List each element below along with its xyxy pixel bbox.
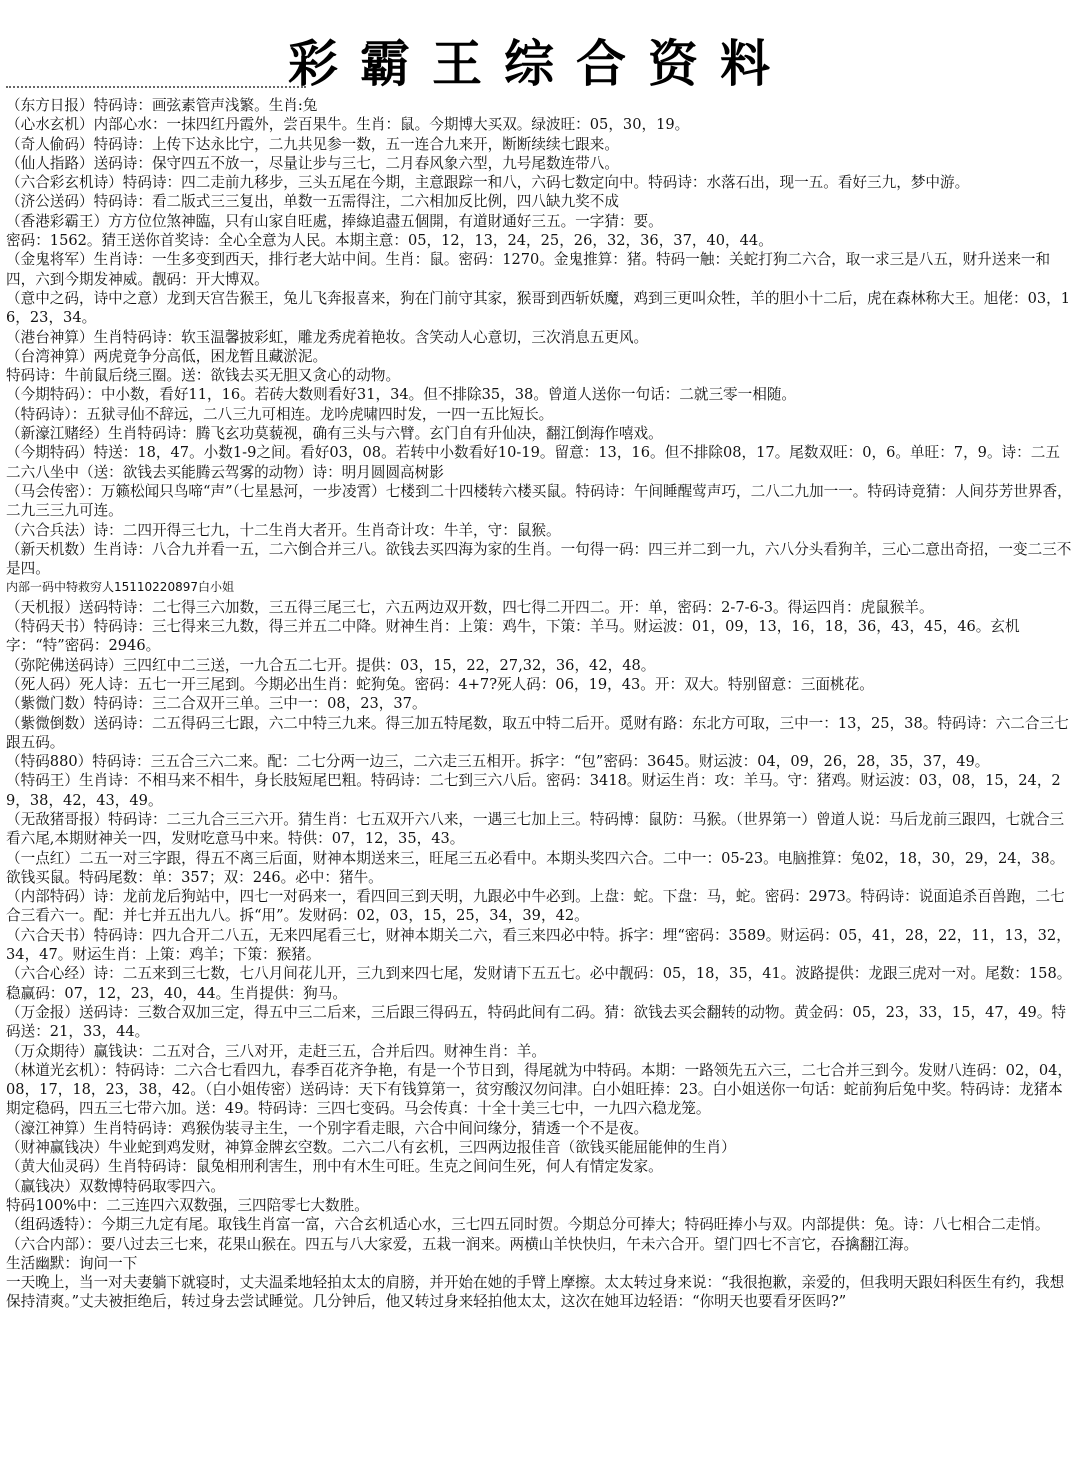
- text-paragraph: （今期特码）：中小数，看好11，16。若砖大数则看好31，34。但不排除35，38。曾道人送你一句话：二就三零一相随。: [6, 386, 797, 404]
- text-paragraph: （弥陀佛送码诗）三四红中二三送，一九合五二七开。提供：03，15，22，27,32，36，42，48。: [6, 656, 656, 674]
- text-paragraph: （万众期待）赢钱诀：二五对合，三八对开，走赶三五，合并后四。财神生肖：羊。: [6, 1042, 546, 1060]
- text-paragraph: （死人码）死人诗：五七一开三尾到。今期必出生肖：蛇狗兔。密码：4+7?死人码：06，19，43。开：双大。特别留意：三面桃花。: [6, 675, 874, 693]
- text-paragraph: （紫微倒数）送码诗：二五得码三七跟，六二中特三九来。得三加五特尾数，取五中特二后开。觅财有路：东北方可取，三中一：13，25，38。特码诗：六二合三七跟五码。: [6, 714, 1069, 751]
- text-paragraph: （天机报）送码特诗：二七得三六加数，三五得三尾三七，六五两边双开数，四七得二开四二。开：单，密码：2-7-6-3。得运四肖：虎鼠猴羊。: [6, 598, 934, 616]
- text-paragraph: （六合内部）：要八过去三七来，花果山猴在。四五与八大家爱，五栽一润来。两横山羊快快归，午未六合开。望门四七不言它，吞擒翻江海。: [6, 1235, 919, 1253]
- text-paragraph: （赢钱决）双数博特码取零四六。: [6, 1177, 225, 1195]
- text-paragraph: （林道光玄机）：特码诗：二六合七看四九，春季百花齐争艳，有是一个节日到，得尾就为中特码。本期：一路领先五六三，二七合并三到今。发财八连码：02，04，08，17，18，23，38，42。（白小姐传密）送码诗：天下有钱算第一，贫穷酸汉勿问津。白小姐旺捧：23。白小姐送你一句话：蛇前狗后兔中奖。特码诗：龙猪本期定稳码，四五三七带六加。送：49。特码诗：三四七变码。马会传真：十全十美三七中，一九四六稳龙笼。: [6, 1061, 1073, 1118]
- text-paragraph: （一点红）二五一对三字跟，得五不离三后面，财神本期送来三，旺尾三五必看中。本期头奖四六合。二中一：05-23。电脑推算：兔02，18，30，29，24，38。欲钱买鼠。特码尾数：单：357；双：246。必中：猪牛。: [6, 849, 1065, 886]
- page-title: 彩霸王综合资料: [288, 35, 792, 93]
- text-paragraph: （六合心经）诗：二五来到三七数，七八月间花儿开，三九到来四七尾，发财请下五五七。必中靓码：05，18，35，41。波路提供：龙跟三虎对一对。尾数：158。稳赢码：07，12，23，40，44。生肖提供：狗马。: [6, 965, 1072, 1002]
- text-paragraph: （台湾神算）两虎竟争分高低，困龙暂且藏淤泥。: [6, 347, 328, 365]
- text-paragraph: （六合彩玄机诗）特码诗：四二走前九移步，三头五尾在今期，主意跟踪一和八，六码七数定向中。特码诗：水落石出，现一五。看好三九，梦中游。: [6, 174, 970, 192]
- text-paragraph: （意中之码，诗中之意）龙到天宫告猴王，兔儿飞奔报喜来，狗在门前守其家，猴哥到西斩妖魔，鸡到三更叫众牲，羊的胆小十二后，虎在森林称大王。旭佬：03，16，23，34。: [6, 289, 1071, 327]
- text-paragraph: （特码王）生肖诗：不相马来不相牛，身长肢短尾巴粗。特码诗：二七到三六八后。密码：3418。财运生肖：攻：羊马。守：猪鸡。财运波：03，08，15，24，29，38，42，43，49。: [6, 772, 1061, 809]
- text-paragraph: （心水玄机）内部心水：一抹四红丹霞外，尝百果牛。生肖：鼠。今期博大买双。绿波旺：05，30，19。: [6, 116, 690, 134]
- text-paragraph: （无敌猪哥报）特码诗：二三九合三三六开。猜生肖：七五双开六八来，一遇三七加上三。特码博：鼠防：马猴。（世界第一）曾道人说：马后龙前三跟四，七就合三看六尾,本期财神关一四，发财吃意马中来。特供：07，12，35，43。: [6, 810, 1065, 848]
- text-paragraph: （黄大仙灵码）生肖特码诗：鼠兔相刑利害生，刑中有木生可旺。生克之间问生死，何人有情定发家。: [6, 1158, 663, 1176]
- text-paragraph: 密码：1562。猜王送你首奖诗：全心全意为人民。本期主意：05，12，13，24，25，26，32，36，37，40，44。: [6, 232, 773, 250]
- decorative-line: [6, 86, 306, 94]
- text-paragraph: （濠江神算）生肖特码诗：鸡猴伪装寻主生，一个别字看走眼，六合中间问缘分，猜透一个不是夜。: [6, 1119, 649, 1137]
- text-paragraph: （新天机数）生肖诗：八合九并看一五，二六倒合并三八。欲钱去买四海为家的生肖。一句得一码：四三并二到一九，六八分头看狗羊，三心二意出奇招，一变二三不是四。: [6, 540, 1072, 578]
- text-paragraph: （内部特码）诗：龙前龙后狗站中，四七一对码来一，看四回三到天明，九跟必中牛必到。上盘：蛇。下盘：马，蛇。密码：2973。特码诗：说面追杀百兽跑，二七合三看六一。配：并七并五出九八。拆“用”。发财码：02，03，15，25，34，39，42。: [6, 888, 1065, 925]
- text-paragraph: 内部一码中特救穷人15110220897白小姐: [6, 580, 234, 595]
- text-paragraph: （特码诗）：五狱寻仙不辞远，二八三九可相连。龙吟虎啸四时发，一四一五比短长。: [6, 405, 554, 423]
- text-paragraph: 生活幽默：询问一下: [6, 1254, 138, 1272]
- text-paragraph: （香港彩霸王）方方位位煞神臨，只有山家自旺處，捧綠追盡五個開，有道財通好三五。一字猜：要。: [6, 212, 663, 230]
- text-paragraph: （财神赢钱决）牛业蛇到鸡发财，神算金牌玄空数。二六二八有玄机，三四两边报佳音（欲钱买能屈能伸的生肖）: [6, 1139, 736, 1157]
- text-paragraph: （万金报）送码诗：三数合双加三定，得五中三二后来，三后跟三得码五，特码此间有二码。猜：欲钱去买会翻转的动物。黄金码：05，23，33，15，47，49。特码送：21，33，44。: [6, 1003, 1067, 1041]
- text-paragraph: （六合天书）特码诗：四九合开二八五，无来四尾看三七，财神本期关二六，看三来四必中特。拆字：埋“密码：3589。财运码：05，41，28，22，11，13，32，34，47。财运生肖：上策：鸡羊；下策：猴猪。: [6, 926, 1071, 964]
- text-paragraph: （港台神算）生肖特码诗：软玉温馨披彩虹，雕龙秀虎着艳妆。含笑动人心意切，三次消息五更风。: [6, 328, 649, 346]
- text-paragraph: 一天晚上，当一对夫妻躺下就寝时，丈夫温柔地轻拍太太的肩膀，并开始在她的手臂上摩擦。太太转过身来说：“我很抱歉，亲爱的，但我明天跟妇科医生有约，我想保持清爽。”丈夫被拒绝后，转过身去尝试睡觉。几分钟后，他又转过身来轻拍他太太，这次在她耳边轻语：“你明天也要看牙医吗?”: [6, 1274, 1065, 1311]
- text-paragraph: （今期特码）特送：18，47。小数1-9之间。看好03，08。若转中小数看好10-19。留意：13，16。但不排除08，17。尾数双旺：0，6。单旺：7，9。诗：二五二六八坐中（送：欲钱去买能腾云驾雾的动物）诗：明月圆圆高树影: [6, 444, 1060, 481]
- text-paragraph: （特码天书）特码诗：三七得来三九数，得三并五二中降。财神生肖：上策：鸡牛，下策：羊马。财运波：01，09，13，16，18，36，43，45，46。玄机字：“特”密码：2946。: [6, 618, 1020, 655]
- text-paragraph: （济公送码）特码诗：看二版式三三复出，单数一五需得注，二六相加反比例，四八缺九奖不成: [6, 193, 619, 211]
- text-paragraph: （仙人指路）送码诗：保守四五不放一，尽量让步与三七，二月春风象六型，九号尾数连带八。: [6, 154, 619, 172]
- text-paragraph: （奇人偷码）特码诗：上传下达永比宁，二九共见参一数，五一连合九来开，断断续续七跟来。: [6, 135, 619, 153]
- text-paragraph: （新濠江赌经）生肖特码诗：腾飞玄功莫藐视，确有三头与六臂。玄门自有升仙决，翻江倒海作嘻戏。: [6, 425, 663, 443]
- text-paragraph: （马会传密）：万籁松闻只鸟啼“声”（七星悬河，一步凌霄）七楼到二十四楼转六楼买鼠。特码诗：午间睡醒莺声巧，二八二九加一一。特码诗竟猜：人间芬芳世界香，二九三三九可连。: [6, 482, 1072, 520]
- text-paragraph: （六合兵法）诗：二四开得三七九，十二生肖大者开。生肖奇计攻：牛羊，守：鼠猴。: [6, 521, 561, 539]
- text-paragraph: （特码880）特码诗：三五合三六二来。配：二七分两一边三，二六走三五相开。拆字：“包”密码：3645。财运波：04，09，26，28，35，37，49。: [6, 753, 990, 771]
- article-body: [6, 96, 1072, 1312]
- text-paragraph: （东方日报）特码诗：画弦素管声浅繁。生肖:兔: [6, 97, 318, 114]
- text-paragraph: （金鬼将军）生肖诗：一生多变到西天，排行老大站中间。生肖：鼠。密码：1270。金鬼推算：猪。特码一触：关蛇打狗二六合，取一求三是八五，财升送来一和四，六到今期发神威。靓码：开大博双。: [6, 251, 1051, 288]
- text-paragraph: （紫微门数）特码诗：三二合双开三单。三中一：08，23，37。: [6, 695, 427, 713]
- text-paragraph: 特码诗：牛前鼠后绕三圈。送：欲钱去买无胆又贪心的动物。: [6, 367, 401, 385]
- text-paragraph: 特码100%中：二三连四六双数强，三四陪零七大数胜。: [6, 1196, 369, 1214]
- text-paragraph: （组码透特）：今期三九定有尾。取钱生肖富一富，六合玄机适心水，三七四五同时贺。今期总分可捧大；特码旺捧小与双。内部提供：兔。诗：八七相合二走悄。: [6, 1216, 1050, 1234]
